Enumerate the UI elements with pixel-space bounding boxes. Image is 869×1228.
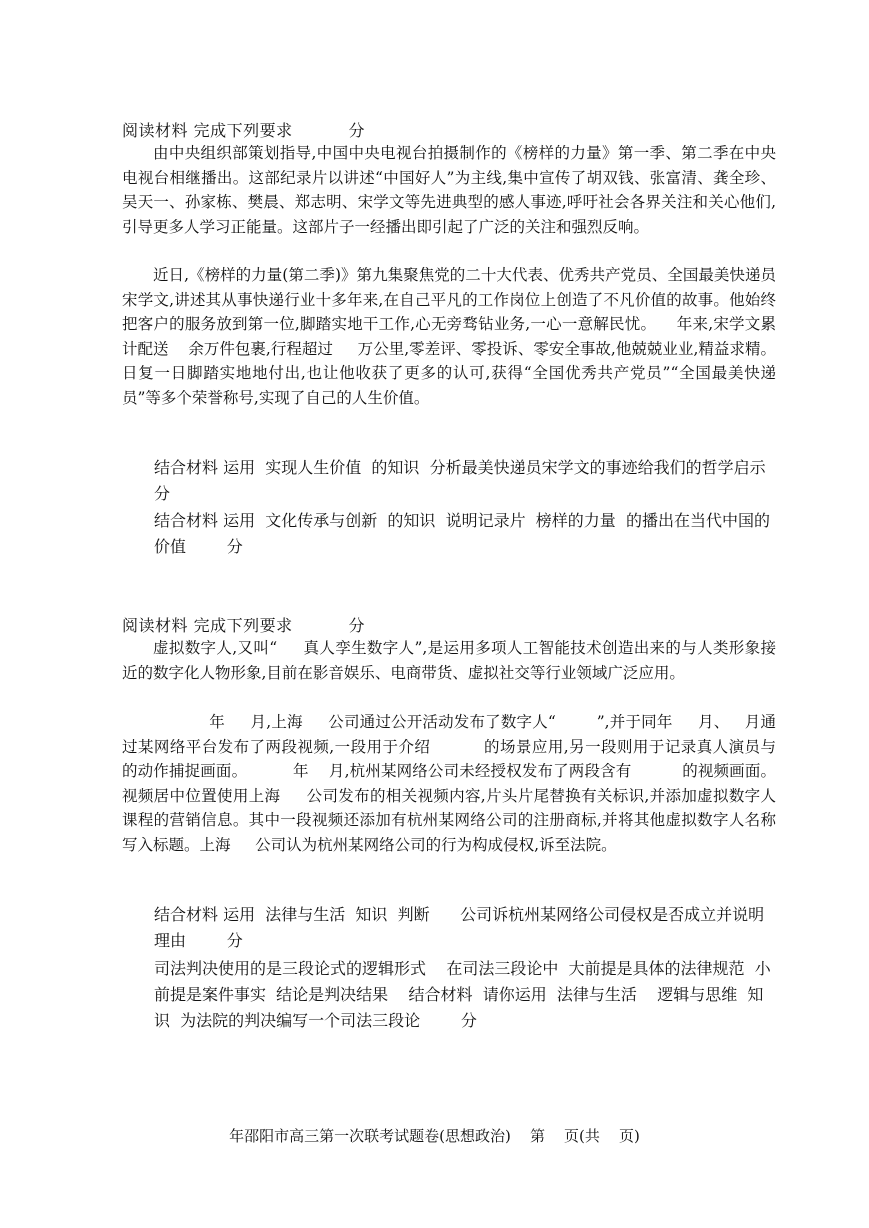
question-2-heading: 阅读材料 完成下列要求 分 xyxy=(122,616,365,635)
question-2-subquestion-1: 结合材料 运用 法律与生活 知识 判断 公司诉杭州某网络公司侵权是否成立并说明理由 分 xyxy=(154,905,765,950)
question-2-material-paragraph-1: 虚拟数字人,又叫“ 真人孪生数字人”,是运用多项人工智能技术创造出来的与人类形象接近的数字化人物形象,目前在影音娱乐、电商带货、虚拟社交等行业领域广泛应用。 xyxy=(122,639,776,682)
question-1-subquestion-2: 结合材料 运用 文化传承与创新 的知识 说明记录片 榜样的力量 的播出在当代中国的价值 分 xyxy=(154,511,770,556)
question-1-subquestion-1: 结合材料 运用 实现人生价值 的知识 分析最美快递员宋学文的事迹给我们的哲学启示 分 xyxy=(154,458,807,503)
page-footer: 年邵阳市高三第一次联考试题卷(思想政治) 第 页(共 页) xyxy=(229,1127,640,1145)
question-2-subquestion-2: 司法判决使用的是三段论式的逻辑形式 在司法三段论中 大前提是具体的法律规范 小前提是案件事实 结论是判决结果 结合材料 请你运用 法律与生活 逻辑与思维 知识 为法院的判决编写一个司法三段论 分 xyxy=(154,959,771,1030)
question-1-heading: 阅读材料 完成下列要求 分 xyxy=(122,121,365,140)
question-2-material-paragraph-2: 年 月,上海 公司通过公开活动发布了数字人“ ”,并于同年 月、 月通过某网络平台发布了两段视频,一段用于介绍 的场景应用,另一段则用于记录真人演员与 的动作捕捉画面。 年 月,杭州某网络公司未经授权发布了两段含有 的视频画面。视频居中位置使用上海 公司发布的相关视频内容,片头片尾替换有关标识,并添加虚拟数字人课程的营销信息。其中一段视频还添加有杭州某网络公司的注册商标,并将其他虚拟数字人名称写入标题。上海 公司认为杭州某网络公司的行为构成侵权,诉至法院。 xyxy=(122,713,826,854)
question-1-material-paragraph-1: 由中央组织部策划指导,中国中央电视台拍摄制作的《榜样的力量》第一季、第二季在中央电视台相继播出。这部纪录片以讲述“中国好人”为主线,集中宣传了胡双钱、张富清、龚全珍、吴天一、孙家栋、樊晨、郑志明、宋学文等先进典型的感人事迹,呼吁社会各界关注和关心他们,引导更多人学习正能量。这部片子一经播出即引起了广泛的关注和强烈反响。 xyxy=(122,144,776,236)
question-1-material-paragraph-2: 近日,《榜样的力量(第二季)》第九集聚焦党的二十大代表、优秀共产党员、全国最美快递员宋学文,讲述其从事快递行业十多年来,在自己平凡的工作岗位上创造了不凡价值的故事。他始终把客户的服务放到第一位,脚踏实地干工作,心无旁骛钻业务,一心一意解民忧。 年来,宋学文累计配送 余万件包裹,行程超过 万公里,零差评、零投诉、零安全事故,他兢兢业业,精益求精。日复一日脚踏实地地付出,也让他收获了更多的认可,获得“全国优秀共产党员”“全国最美快递员”等多个荣誉称号,实现了自己的人生价值。 xyxy=(122,266,776,407)
